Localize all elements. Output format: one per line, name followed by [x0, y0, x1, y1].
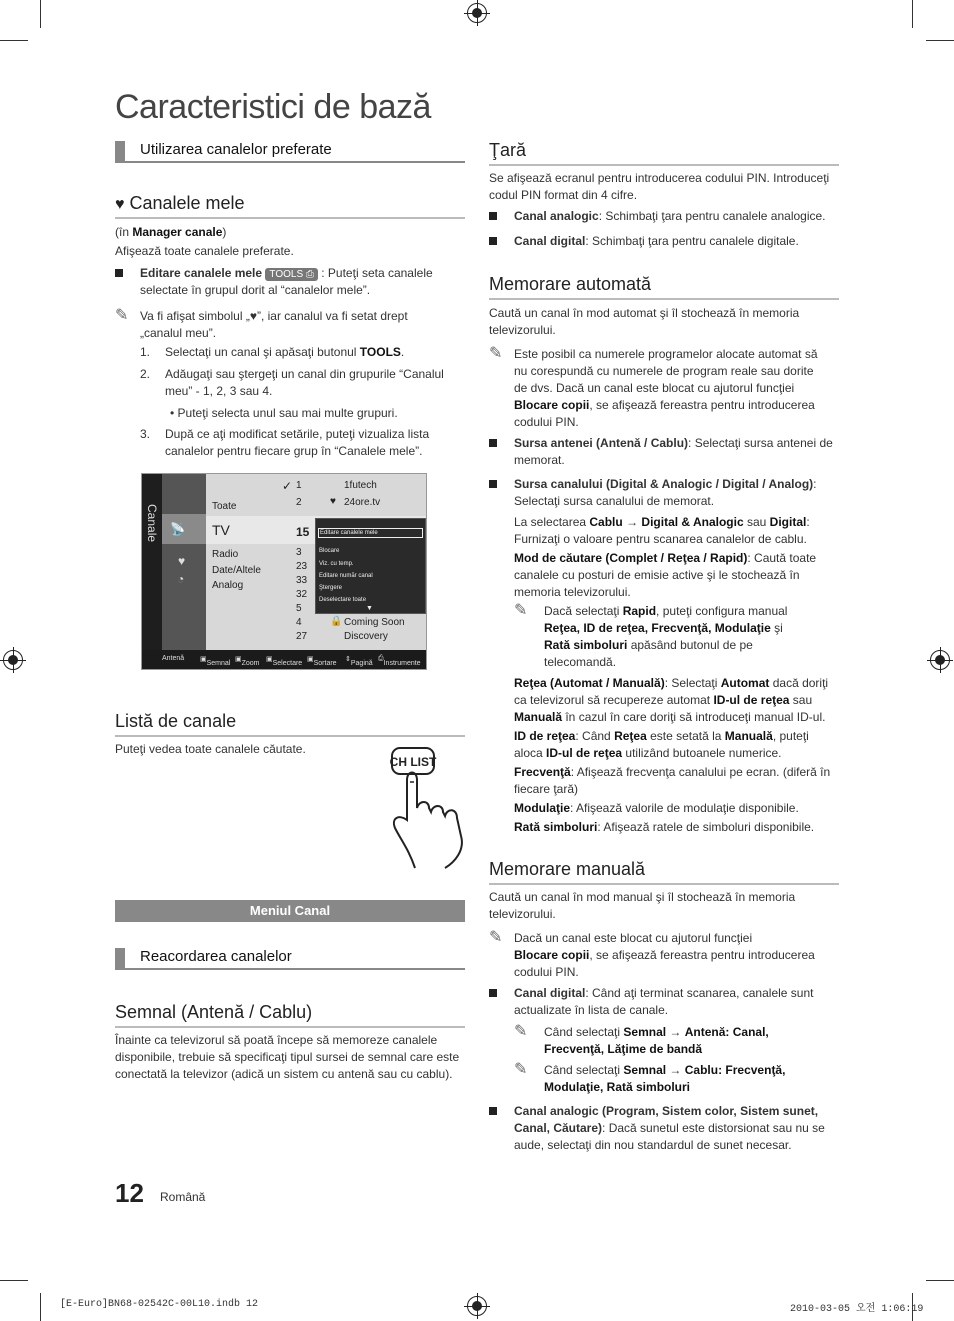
auto-rata-simboluri: Rată simboluri: Afişează ratele de simboluri disponibile. — [514, 820, 815, 834]
manual-note-antena: Când selectaţi Semnal → Antenă: Canal, Frecvenţă, Lăţime de bandă — [544, 1025, 769, 1056]
note-pencil-icon: ✎ — [115, 307, 129, 324]
section-bar-favorites — [115, 139, 465, 163]
step-1: 1. Selectaţi un canal şi apăsaţi butonul TOOLS. — [140, 345, 405, 359]
tv-popup-item: Editare număr canal — [319, 573, 373, 579]
tv-bottom-item: ⎙ Instrumente — [378, 655, 421, 667]
bullet-sursa-canalului: Sursa canalului (Digital & Analogic / Digital / Analog): Selectaţi sursa canalului de memorat. — [489, 476, 844, 510]
semnal-desc: Înainte ca televizorul să poată începe să memoreze canalele disponibile, trebuie să specificaţi tipul sursei de semnal care este conectată la televizor (adică un sistem cu antenă sau cu cablu). — [115, 1033, 460, 1081]
tv-channel-num: 1 — [296, 480, 302, 491]
tv-channel-num: 15 — [296, 525, 310, 539]
tv-channel-name: Discovery — [344, 631, 388, 642]
tv-group-item: Date/Altele — [212, 565, 261, 576]
heading-lista-canale: Listă de canale — [115, 711, 465, 737]
manual-note-1: Dacă un canal este blocat cu ajutorul funcţiei Blocare copii, se afişează fereastra pentru introducerea codului PIN. — [514, 931, 815, 979]
bullet-canal-analogic: Canal analogic: Schimbaţi ţara pentru canalele analogice. — [489, 208, 839, 225]
in-manager-line: (în Manager canale) — [115, 225, 227, 239]
note-pencil-icon: ✎ — [514, 602, 528, 619]
registration-mark-icon — [930, 650, 950, 670]
page-language: Română — [160, 1190, 206, 1204]
tv-group-item: Radio — [212, 549, 239, 560]
bullet-sursa-antenei: Sursa antenei (Antenă / Cablu): Selectaţi sursa antenei de memorat. — [489, 435, 844, 469]
menu-channel-banner: Meniul Canal — [115, 900, 465, 922]
crop-mark — [0, 40, 28, 41]
heading-memorare-automata: Memorare automată — [489, 274, 839, 300]
bullet-square — [489, 212, 497, 220]
tools-button-icon: TOOLS ⎙ — [265, 268, 318, 281]
tv-bottom-item: ▣ Sortare — [307, 656, 337, 667]
auto-id-retea: ID de reţea: Când Reţea este setată la Manuală, puteţi aloca ID-ul de reţea utilizând butoanele numerice. — [514, 729, 809, 760]
note-pencil-icon: ✎ — [514, 1061, 528, 1078]
antenna-icon: 📡 — [170, 522, 185, 536]
tv-icon-column — [162, 474, 206, 650]
favorites-desc: Afişează toate canalele preferate. — [115, 244, 294, 258]
auto-note-2: Dacă selectaţi Rapid, puteţi configura manual Reţea, ID de reţea, Frecvenţă, Modulaţie şi Rată simboluri apăsând butonul de pe telecomandă. — [544, 604, 788, 669]
registration-mark-icon — [467, 1296, 487, 1316]
crop-mark — [912, 0, 913, 28]
note-pencil-icon: ✎ — [489, 929, 503, 946]
tv-channel-num: 2 — [296, 497, 302, 508]
auto-cablu-text: La selectarea Cablu → Digital & Analogic sau Digital: Furnizaţi o valoare pentru scanarea canalelor de cablu. — [514, 515, 810, 546]
tv-popup-item: Viz. cu temp. — [319, 561, 354, 567]
tv-popup-item: Ştergere — [319, 585, 343, 591]
note-pencil-icon: ✎ — [514, 1023, 528, 1040]
tv-popup-item: Deselectare toate — [319, 597, 367, 603]
tv-bottom-bar — [142, 650, 427, 670]
tara-desc: Se afişează ecranul pentru introducerea codului PIN. Introduceţi codul PIN format din 4 cifre. — [489, 171, 830, 202]
manual-note-cablu: Când selectaţi Semnal → Cablu: Frecvenţă, Modulaţie, Rată simboluri — [544, 1063, 786, 1094]
auto-mod-cautare: Mod de căutare (Complet / Reţea / Rapid): Caută toate canalele cu posturi de emisie active şi le stochează în memoria televizorului. — [514, 551, 817, 599]
bullet-square — [489, 480, 497, 488]
heading-memorare-manuala: Memorare manuală — [489, 859, 839, 885]
bullet-square — [489, 1107, 497, 1115]
heading-canalele-mele: ♥ Canalele mele — [115, 193, 465, 219]
tv-group-item: Analog — [212, 580, 244, 591]
svg-text:CH LIST: CH LIST — [389, 755, 437, 769]
tv-channel-manager-screen — [141, 473, 427, 670]
heart-icon: ♥ — [115, 196, 125, 213]
page-title: Caracteristici de bază — [115, 88, 431, 126]
tv-popup-item: Editare canalele mele — [318, 528, 423, 538]
step-2: 2. Adăugaţi sau ştergeţi un canal din grupurile “Canalul meu” - 1, 2, 3 sau 4. — [140, 367, 444, 398]
section-bar-retuning — [115, 946, 465, 970]
heart-icon: ♥ — [330, 496, 336, 507]
section-marker — [115, 141, 125, 161]
tv-tools-popup — [315, 518, 426, 614]
hand-pressing-ch-list-icon — [385, 740, 475, 870]
auto-frecventa: Frecvenţă: Afişează frecvenţa canalului pe ecran. (diferă în fiecare ţară) — [514, 765, 831, 796]
tv-bottom-item: ▣ Zoom — [235, 656, 260, 667]
heart-icon: ♥ — [178, 554, 186, 568]
tv-bottom-item: ▣ Selectare — [266, 656, 303, 667]
tv-group-item: Toate — [212, 501, 237, 512]
tv-channel-name: Coming Soon — [344, 617, 405, 628]
heading-semnal: Semnal (Antenă / Cablu) — [115, 1002, 465, 1028]
bullet-edit-favorites: Editare canalele mele TOOLS ⎙ : Puteţi seta canalele selectate în grupul dorit al “canalelor mele”. — [115, 265, 465, 301]
registration-mark-icon — [3, 650, 23, 670]
tv-channel-num: 3 — [296, 547, 302, 558]
step-3: 3. După ce aţi modificat setările, puteţi vizualiza lista canalelor pentru fiecare grup în “Canalele mele”. — [140, 427, 430, 458]
registration-mark-icon — [467, 3, 487, 23]
step-2-sub: • Puteţi selecta unul sau mai multe grupuri. — [170, 406, 398, 420]
tv-channel-num: 5 — [296, 603, 302, 614]
section-marker — [115, 948, 125, 968]
print-date-info: 2010-03-05 오전 1:06:19 — [790, 1304, 924, 1315]
tv-channel-num: 4 — [296, 617, 302, 628]
tv-bottom-item: ⇕ Pagină — [345, 656, 373, 667]
tv-side-tab: Canale — [142, 474, 162, 650]
tv-channel-num: 33 — [296, 575, 308, 586]
page-number: 12 — [115, 1178, 144, 1208]
crop-mark — [926, 40, 954, 41]
bullet-canal-digital: Canal digital: Schimbaţi ţara pentru canalele digitale. — [489, 233, 839, 250]
crop-mark — [40, 0, 41, 28]
auto-modulatie: Modulaţie: Afişează valorile de modulaţie disponibile. — [514, 801, 799, 815]
crop-mark — [926, 1280, 954, 1281]
bullet-square — [489, 439, 497, 447]
bullet-manual-canal-digital: Canal digital: Când aţi terminat scanarea, canalele sunt actualizate în lista de canale. — [489, 985, 844, 1019]
lock-icon: 🔒 — [330, 616, 343, 627]
tv-channel-num: 27 — [296, 631, 308, 642]
tv-channel-num: 32 — [296, 589, 308, 600]
tv-popup-item: Blocare — [319, 548, 340, 554]
clock-icon: ◔ — [177, 572, 185, 586]
note-symbol: Va fi afişat simbolul „♥”, iar canalul va fi setat drept „canalul meu”. — [140, 309, 408, 340]
bullet-square — [489, 989, 497, 997]
manual-desc: Caută un canal în mod manual şi îl stochează în memoria televizorului. — [489, 890, 796, 921]
section-title: Utilizarea canalelor preferate — [140, 141, 332, 158]
section-title: Reacordarea canalelor — [140, 948, 292, 965]
crop-mark — [40, 1293, 41, 1321]
print-file-info: [E-Euro]BN68-02542C-00L10.indb 12 — [60, 1299, 259, 1310]
tv-channel-num: 23 — [296, 561, 308, 572]
tv-channel-name: 24ore.tv — [344, 497, 381, 508]
auto-retea: Reţea (Automat / Manuală): Selectaţi Automat dacă doriţi ca televizorul să recupereze automat ID-ul de reţea sau Manuală în cazul în care doriţi să introduceţi manual ID-ul. — [514, 676, 829, 724]
bullet-manual-canal-analogic: Canal analogic (Program, Sistem color, Sistem sunet, Canal, Căutare): Dacă sunetul este distorsionat sau nu se aude, selectaţi din nou standardul de sunet necesar. — [489, 1103, 844, 1155]
tv-bottom-item: Antenă — [162, 655, 185, 662]
bullet-square — [115, 269, 123, 277]
note-pencil-icon: ✎ — [489, 345, 503, 362]
tv-channel-name: 1futech — [344, 480, 377, 491]
check-icon: ✓ — [282, 479, 293, 493]
bullet-square — [489, 237, 497, 245]
crop-mark — [0, 1280, 28, 1281]
scroll-down-icon: ▼ — [366, 605, 373, 612]
auto-note-1: Este posibil ca numerele programelor alocate automat să nu corespundă cu numerele de program reale sau dorite de dvs. Dacă un canal este blocat cu ajutorul funcţiei Blocare copii, se afişează fereastra pentru introducerea codului PIN. — [514, 347, 818, 429]
tv-group-item: TV — [212, 522, 230, 538]
heading-tara: Ţară — [489, 140, 839, 166]
auto-desc: Caută un canal în mod automat şi îl stochează în memoria televizorului. — [489, 306, 800, 337]
lista-desc: Puteţi vedea toate canalele căutate. — [115, 742, 306, 756]
tv-bottom-item: ▣ Semnal — [200, 656, 231, 667]
